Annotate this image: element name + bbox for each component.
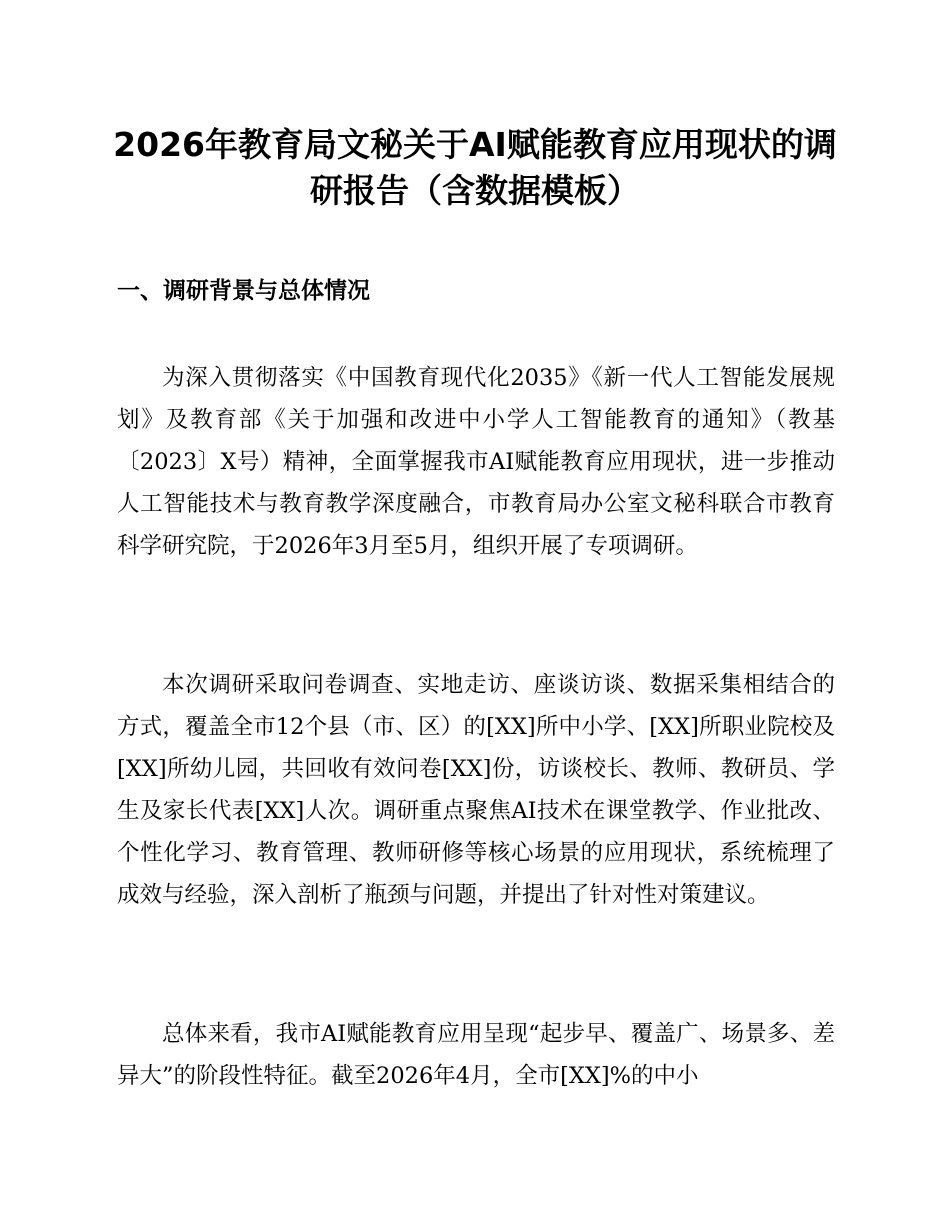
paragraph-methodology: 本次调研采取问卷调查、实地走访、座谈访谈、数据采集相结合的方式，覆盖全市12个县（市、区）的[XX]所中小学、[XX]所职业院校及[XX]所幼儿园，共回收有效问卷[XX]份，访谈校长、教师、教研员、学生及家长代表[XX]人次。调研重点聚焦AI技术在课堂教学、作业批改、个性化学习、教育管理、教师研修等核心场景的应用现状，系统梳理了成效与经验，深入剖析了瓶颈与问题，并提出了针对性对策建议。: [117, 672, 835, 908]
paragraph-background: 为深入贯彻落实《中国教育现代化2035》《新一代人工智能发展规划》及教育部《关于加强和改进中小学人工智能教育的通知》（教基〔2023〕X号）精神，全面掌握我市AI赋能教育应用现状，进一步推动人工智能技术与教育教学深度融合，市教育局办公室文秘科联合市教育科学研究院，于2026年3月至5月，组织开展了专项调研。: [117, 365, 835, 559]
paragraph-overview: 总体来看，我市AI赋能教育应用呈现“起步早、覆盖广、场景多、差异大”的阶段性特征。截至2026年4月，全市[XX]%的中小: [117, 1021, 835, 1089]
document-title: 2026年教育局文秘关于AI赋能教育应用现状的调研报告（含数据模板）: [113, 125, 837, 210]
section-heading-background: 一、调研背景与总体情况: [117, 278, 370, 304]
